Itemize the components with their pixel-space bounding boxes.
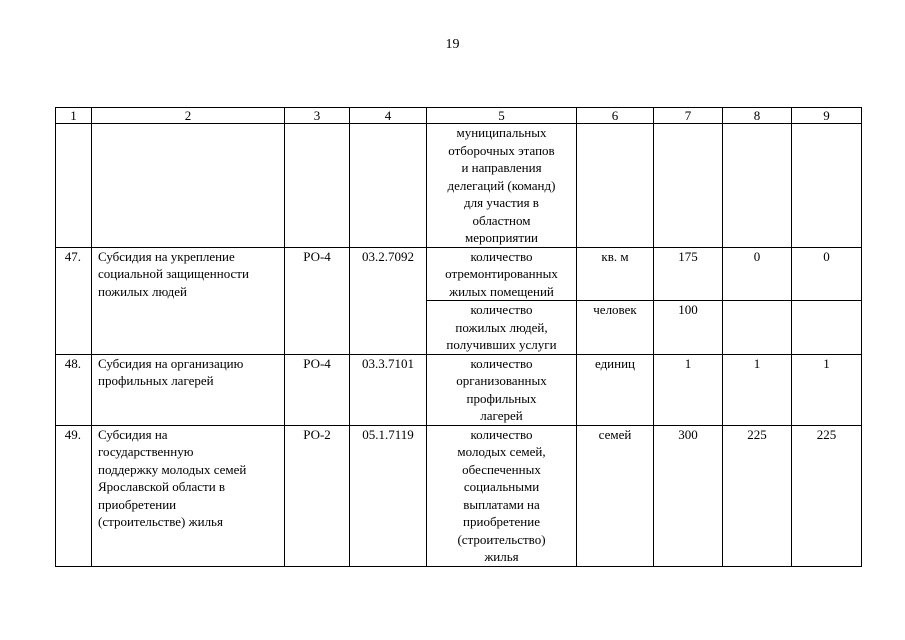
table-header-row xyxy=(56,108,862,124)
cell-value-7: 1 xyxy=(654,354,723,425)
header-cell: 1 xyxy=(56,108,92,124)
cell-value-9 xyxy=(792,124,862,248)
header-cell: 8 xyxy=(723,108,792,124)
cell-indicator: количество организованных профильных лагерей xyxy=(427,354,577,425)
cell-owner: РО-4 xyxy=(285,247,350,354)
table-row-47 xyxy=(56,247,862,301)
cell-indicator: муниципальных отборочных этапов и направления делегаций (команд) для участия в областном мероприятии xyxy=(427,124,577,248)
cell-num: 49. xyxy=(56,425,92,566)
cell-value-9: 225 xyxy=(792,425,862,566)
header-cell: 6 xyxy=(577,108,654,124)
page-number: 19 xyxy=(445,37,460,52)
cell-num xyxy=(56,124,92,248)
cell-value-8: 225 xyxy=(723,425,792,566)
cell-value-9 xyxy=(792,301,862,355)
cell-owner xyxy=(285,124,350,248)
cell-code xyxy=(350,124,427,248)
cell-value-7: 100 xyxy=(654,301,723,355)
cell-name xyxy=(92,124,285,248)
header-cell: 4 xyxy=(350,108,427,124)
cell-value-7 xyxy=(654,124,723,248)
header-cell: 3 xyxy=(285,108,350,124)
cell-code: 03.3.7101 xyxy=(350,354,427,425)
cell-indicator: количество отремонтированных жилых помещений xyxy=(427,247,577,301)
header-cell: 2 xyxy=(92,108,285,124)
cell-unit: кв. м xyxy=(577,247,654,301)
cell-value-8 xyxy=(723,301,792,355)
table-row-49 xyxy=(56,425,862,566)
cell-value-9: 0 xyxy=(792,247,862,301)
cell-num: 48. xyxy=(56,354,92,425)
cell-name: Субсидия на государственную поддержку молодых семей Ярославской области в приобретении (строительстве) жилья xyxy=(92,425,285,566)
cell-unit: семей xyxy=(577,425,654,566)
cell-value-9: 1 xyxy=(792,354,862,425)
table-row-48 xyxy=(56,354,862,425)
cell-code: 03.2.7092 xyxy=(350,247,427,354)
header-cell: 7 xyxy=(654,108,723,124)
cell-unit xyxy=(577,124,654,248)
cell-value-8 xyxy=(723,124,792,248)
cell-value-8: 1 xyxy=(723,354,792,425)
cell-value-7: 175 xyxy=(654,247,723,301)
table-row-continuation xyxy=(56,124,862,248)
cell-num: 47. xyxy=(56,247,92,354)
cell-name: Субсидия на организацию профильных лагерей xyxy=(92,354,285,425)
cell-code: 05.1.7119 xyxy=(350,425,427,566)
cell-value-8: 0 xyxy=(723,247,792,301)
cell-owner: РО-2 xyxy=(285,425,350,566)
cell-owner: РО-4 xyxy=(285,354,350,425)
cell-indicator: количество пожилых людей, получивших услуги xyxy=(427,301,577,355)
cell-name: Субсидия на укрепление социальной защищенности пожилых людей xyxy=(92,247,285,354)
header-cell: 9 xyxy=(792,108,862,124)
cell-value-7: 300 xyxy=(654,425,723,566)
cell-unit: человек xyxy=(577,301,654,355)
indicators-table xyxy=(55,107,862,567)
cell-unit: единиц xyxy=(577,354,654,425)
header-cell: 5 xyxy=(427,108,577,124)
cell-indicator: количество молодых семей, обеспеченных социальными выплатами на приобретение (строительство) жилья xyxy=(427,425,577,566)
